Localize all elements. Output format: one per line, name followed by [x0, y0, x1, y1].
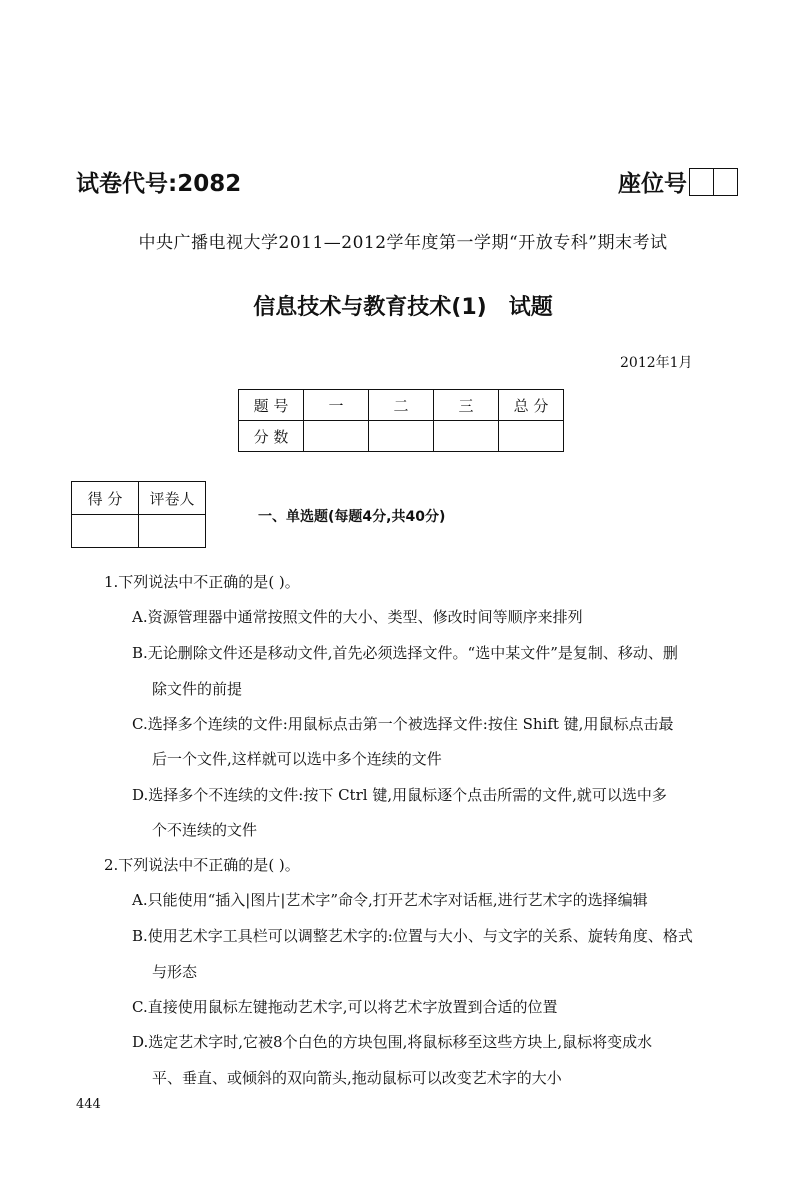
exam-date: 2012年1月 — [620, 355, 693, 371]
grader-table-empty-row — [72, 515, 206, 548]
question-option-continuation: 除文件的前提 — [152, 680, 243, 698]
score-table — [238, 389, 564, 452]
score-table-empty-cell — [304, 421, 369, 452]
grader-table-empty-cell — [139, 515, 206, 548]
question-option: C.选择多个连续的文件:用鼠标点击第一个被选择文件:按住 Shift 键,用鼠标点击最 — [132, 715, 674, 733]
score-table-empty-cell — [499, 421, 564, 452]
question-option: D.选择多个不连续的文件:按下 Ctrl 键,用鼠标逐个点击所需的文件,就可以选中多 — [132, 786, 667, 804]
page-number: 444 — [76, 1097, 101, 1112]
score-table-header-cell: 总 分 — [499, 390, 564, 421]
score-table-row-label: 分 数 — [239, 421, 304, 452]
question-option-continuation: 平、垂直、或倾斜的双向箭头,拖动鼠标可以改变艺术字的大小 — [152, 1069, 562, 1087]
subject-title — [0, 290, 806, 321]
grader-table-header-row — [72, 482, 206, 515]
grader-table — [71, 481, 206, 548]
grader-name-label: 评卷人 — [139, 482, 206, 515]
seat-box — [714, 168, 738, 196]
score-table-header-cell: 题 号 — [239, 390, 304, 421]
question-option-continuation: 后一个文件,这样就可以选中多个连续的文件 — [152, 750, 442, 768]
grader-score-label: 得 分 — [72, 482, 139, 515]
score-table-header-cell: 三 — [434, 390, 499, 421]
exam-title: 中央广播电视大学2011—2012学年度第一学期“开放专科”期末考试 — [138, 233, 668, 253]
question-stem: 1.下列说法中不正确的是( )。 — [104, 573, 300, 591]
score-table-empty-cell — [434, 421, 499, 452]
score-table-header-cell: 二 — [369, 390, 434, 421]
question-option: D.选定艺术字时,它被8个白色的方块包围,将鼠标移至这些方块上,鼠标将变成水 — [132, 1033, 653, 1051]
subject-suffix: 试题 — [508, 295, 553, 320]
grader-table-empty-cell — [72, 515, 139, 548]
question-stem: 2.下列说法中不正确的是( )。 — [104, 856, 300, 874]
score-table-header-row — [239, 390, 564, 421]
seat-number — [618, 165, 738, 198]
question-option-continuation: 个不连续的文件 — [152, 821, 258, 839]
subject-name: 信息技术与教育技术(1) — [253, 295, 487, 320]
question-option: B.使用艺术字工具栏可以调整艺术字的:位置与大小、与文字的关系、旋转角度、格式 — [132, 927, 693, 945]
seat-box — [689, 168, 714, 196]
score-table-empty-cell — [369, 421, 434, 452]
score-table-score-row — [239, 421, 564, 452]
question-option-continuation: 与形态 — [152, 963, 198, 981]
paper-code: 试卷代号:2082 — [76, 171, 242, 197]
question-option: C.直接使用鼠标左键拖动艺术字,可以将艺术字放置到合适的位置 — [132, 998, 558, 1016]
question-option: B.无论删除文件还是移动文件,首先必须选择文件。“选中某文件”是复制、移动、删 — [132, 644, 678, 662]
section-heading: 一、单选题(每题4分,共40分) — [258, 509, 446, 525]
score-table-header-cell: 一 — [304, 390, 369, 421]
question-option: A.只能使用“插入|图片|艺术字”命令,打开艺术字对话框,进行艺术字的选择编辑 — [132, 891, 648, 909]
seat-number-boxes — [689, 168, 738, 196]
seat-number-label: 座位号 — [618, 171, 687, 197]
question-option: A.资源管理器中通常按照文件的大小、类型、修改时间等顺序来排列 — [132, 608, 583, 626]
